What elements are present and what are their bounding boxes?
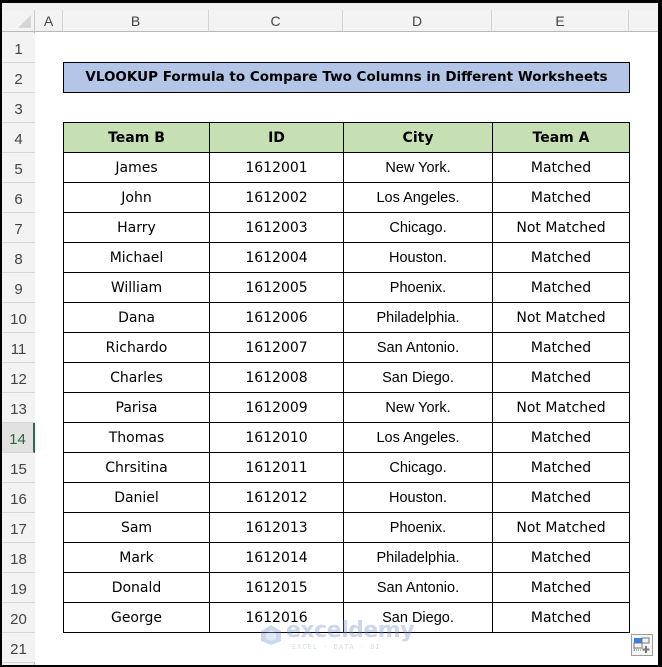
cell-city[interactable]: Phoenix. xyxy=(344,273,493,303)
cell-id[interactable]: 1612001 xyxy=(210,153,344,183)
cell-team-a[interactable]: Matched xyxy=(493,273,630,303)
table-row xyxy=(64,483,630,513)
column-header-f[interactable] xyxy=(629,10,658,32)
cell-team-b[interactable]: Parisa xyxy=(64,393,210,423)
table-row xyxy=(64,423,630,453)
cell-team-a[interactable]: Matched xyxy=(493,423,630,453)
exceldemy-watermark xyxy=(260,620,420,652)
table-row xyxy=(64,303,630,333)
table-row xyxy=(64,543,630,573)
cell-city[interactable]: Los Angeles. xyxy=(344,183,493,213)
cell-id[interactable]: 1612008 xyxy=(210,363,344,393)
excel-worksheet xyxy=(2,3,658,665)
cell-city[interactable]: San Antonio. xyxy=(344,333,493,363)
exceldemy-logo-icon xyxy=(260,624,282,646)
table-row xyxy=(64,153,630,183)
row-header-18[interactable]: 18 xyxy=(2,543,35,573)
cell-id[interactable]: 1612013 xyxy=(210,513,344,543)
row-header-12[interactable]: 12 xyxy=(2,363,35,393)
table-row xyxy=(64,363,630,393)
cell-team-b[interactable]: Daniel xyxy=(64,483,210,513)
cell-city[interactable]: New York. xyxy=(344,153,493,183)
cell-city[interactable]: Philadelphia. xyxy=(344,543,493,573)
table-row xyxy=(64,393,630,423)
sheet-title[interactable]: VLOOKUP Formula to Compare Two Columns in Different Worksheets xyxy=(63,62,630,93)
cell-team-b[interactable]: Dana xyxy=(64,303,210,333)
row-header-20[interactable]: 20 xyxy=(2,603,35,633)
cell-city[interactable]: Phoenix. xyxy=(344,513,493,543)
cell-city[interactable]: Houston. xyxy=(344,483,493,513)
cell-team-a[interactable]: Matched xyxy=(493,153,630,183)
cell-city[interactable]: San Diego. xyxy=(344,603,493,633)
header-city[interactable]: City xyxy=(344,123,493,153)
header-team-b[interactable]: Team B xyxy=(64,123,210,153)
watermark-tagline: EXCEL · DATA · BI xyxy=(292,643,381,651)
row-header-4[interactable]: 4 xyxy=(2,123,35,153)
cell-team-a[interactable]: Matched xyxy=(493,543,630,573)
cell-id[interactable]: 1612002 xyxy=(210,183,344,213)
row-header-8[interactable]: 8 xyxy=(2,243,35,273)
row-header-1[interactable]: 1 xyxy=(2,33,35,63)
cell-id[interactable]: 1612003 xyxy=(210,213,344,243)
table-row xyxy=(64,333,630,363)
cell-id[interactable]: 1612005 xyxy=(210,273,344,303)
column-header-b[interactable]: B xyxy=(63,10,209,32)
cell-id[interactable]: 1612010 xyxy=(210,423,344,453)
cell-team-a[interactable]: Not Matched xyxy=(493,213,630,243)
cell-team-b[interactable]: William xyxy=(64,273,210,303)
row-header-7[interactable]: 7 xyxy=(2,213,35,243)
table-row xyxy=(64,453,630,483)
table-row xyxy=(64,573,630,603)
row-header-9[interactable]: 9 xyxy=(2,273,35,303)
cell-team-b[interactable]: Thomas xyxy=(64,423,210,453)
table-row xyxy=(64,513,630,543)
cell-city[interactable]: Chicago. xyxy=(344,213,493,243)
watermark-brand: exceldemy xyxy=(286,618,415,643)
cell-team-b[interactable]: Sam xyxy=(64,513,210,543)
row-header-15[interactable]: 15 xyxy=(2,453,35,483)
header-id[interactable]: ID xyxy=(210,123,344,153)
cell-id[interactable]: 1612006 xyxy=(210,303,344,333)
cell-id[interactable]: 1612011 xyxy=(210,453,344,483)
cell-id[interactable]: 1612012 xyxy=(210,483,344,513)
row-header-17[interactable]: 17 xyxy=(2,513,35,543)
cell-team-b[interactable]: James xyxy=(64,153,210,183)
cell-team-a[interactable]: Matched xyxy=(493,483,630,513)
cell-team-b[interactable]: Michael xyxy=(64,243,210,273)
cell-city[interactable]: San Antonio. xyxy=(344,573,493,603)
cell-team-a[interactable]: Not Matched xyxy=(493,303,630,333)
column-header-d[interactable]: D xyxy=(343,10,492,32)
cell-id[interactable]: 1612007 xyxy=(210,333,344,363)
cell-team-a[interactable]: Matched xyxy=(493,333,630,363)
row-header-6[interactable]: 6 xyxy=(2,183,35,213)
cell-team-b[interactable]: Charles xyxy=(64,363,210,393)
table-header-row xyxy=(64,123,630,153)
cell-team-a[interactable]: Not Matched xyxy=(493,393,630,423)
comparison-table xyxy=(63,122,630,633)
quick-analysis-icon xyxy=(632,635,652,655)
cell-team-b[interactable]: Harry xyxy=(64,213,210,243)
column-header-a[interactable]: A xyxy=(35,10,63,32)
table-row xyxy=(64,243,630,273)
select-all-button[interactable] xyxy=(2,10,35,32)
cell-team-b[interactable]: Mark xyxy=(64,543,210,573)
cell-team-b[interactable]: Donald xyxy=(64,573,210,603)
cell-id[interactable]: 1612004 xyxy=(210,243,344,273)
cell-team-a[interactable]: Matched xyxy=(493,243,630,273)
row-header-21[interactable]: 21 xyxy=(2,633,35,663)
cell-team-b[interactable]: Chrsitina xyxy=(64,453,210,483)
row-header-16[interactable]: 16 xyxy=(2,483,35,513)
cell-id[interactable]: 1612009 xyxy=(210,393,344,423)
table-row xyxy=(64,213,630,243)
row-header-5[interactable]: 5 xyxy=(2,153,35,183)
cell-team-b[interactable]: George xyxy=(64,603,210,633)
header-team-a[interactable]: Team A xyxy=(493,123,630,153)
row-header-2[interactable]: 2 xyxy=(2,63,35,93)
cell-team-b[interactable]: John xyxy=(64,183,210,213)
cell-city[interactable]: Houston. xyxy=(344,243,493,273)
table-row xyxy=(64,273,630,303)
row-header-14[interactable]: 14 xyxy=(2,423,35,453)
table-row xyxy=(64,183,630,213)
quick-analysis-button[interactable] xyxy=(631,634,653,656)
cell-team-a[interactable]: Matched xyxy=(493,453,630,483)
cell-team-a[interactable]: Not Matched xyxy=(493,513,630,543)
column-header-e[interactable]: E xyxy=(492,10,629,32)
row-header-3[interactable]: 3 xyxy=(2,93,35,123)
cell-city[interactable]: Los Angeles. xyxy=(344,423,493,453)
row-header-10[interactable]: 10 xyxy=(2,303,35,333)
cell-team-a[interactable]: Matched xyxy=(493,603,630,633)
cell-id[interactable]: 1612015 xyxy=(210,573,344,603)
cell-team-b[interactable]: Richardo xyxy=(64,333,210,363)
cell-city[interactable]: New York. xyxy=(344,393,493,423)
cell-id[interactable]: 1612014 xyxy=(210,543,344,573)
cell-team-a[interactable]: Matched xyxy=(493,573,630,603)
cell-city[interactable]: Philadelphia. xyxy=(344,303,493,333)
cell-city[interactable]: San Diego. xyxy=(344,363,493,393)
row-header-19[interactable]: 19 xyxy=(2,573,35,603)
cell-id[interactable]: 1612016 xyxy=(210,603,344,633)
row-header-13[interactable]: 13 xyxy=(2,393,35,423)
toolbar-strip xyxy=(2,3,658,10)
cell-team-a[interactable]: Matched xyxy=(493,183,630,213)
cell-team-a[interactable]: Matched xyxy=(493,363,630,393)
column-header-c[interactable]: C xyxy=(209,10,343,32)
row-header-11[interactable]: 11 xyxy=(2,333,35,363)
cell-city[interactable]: Chicago. xyxy=(344,453,493,483)
